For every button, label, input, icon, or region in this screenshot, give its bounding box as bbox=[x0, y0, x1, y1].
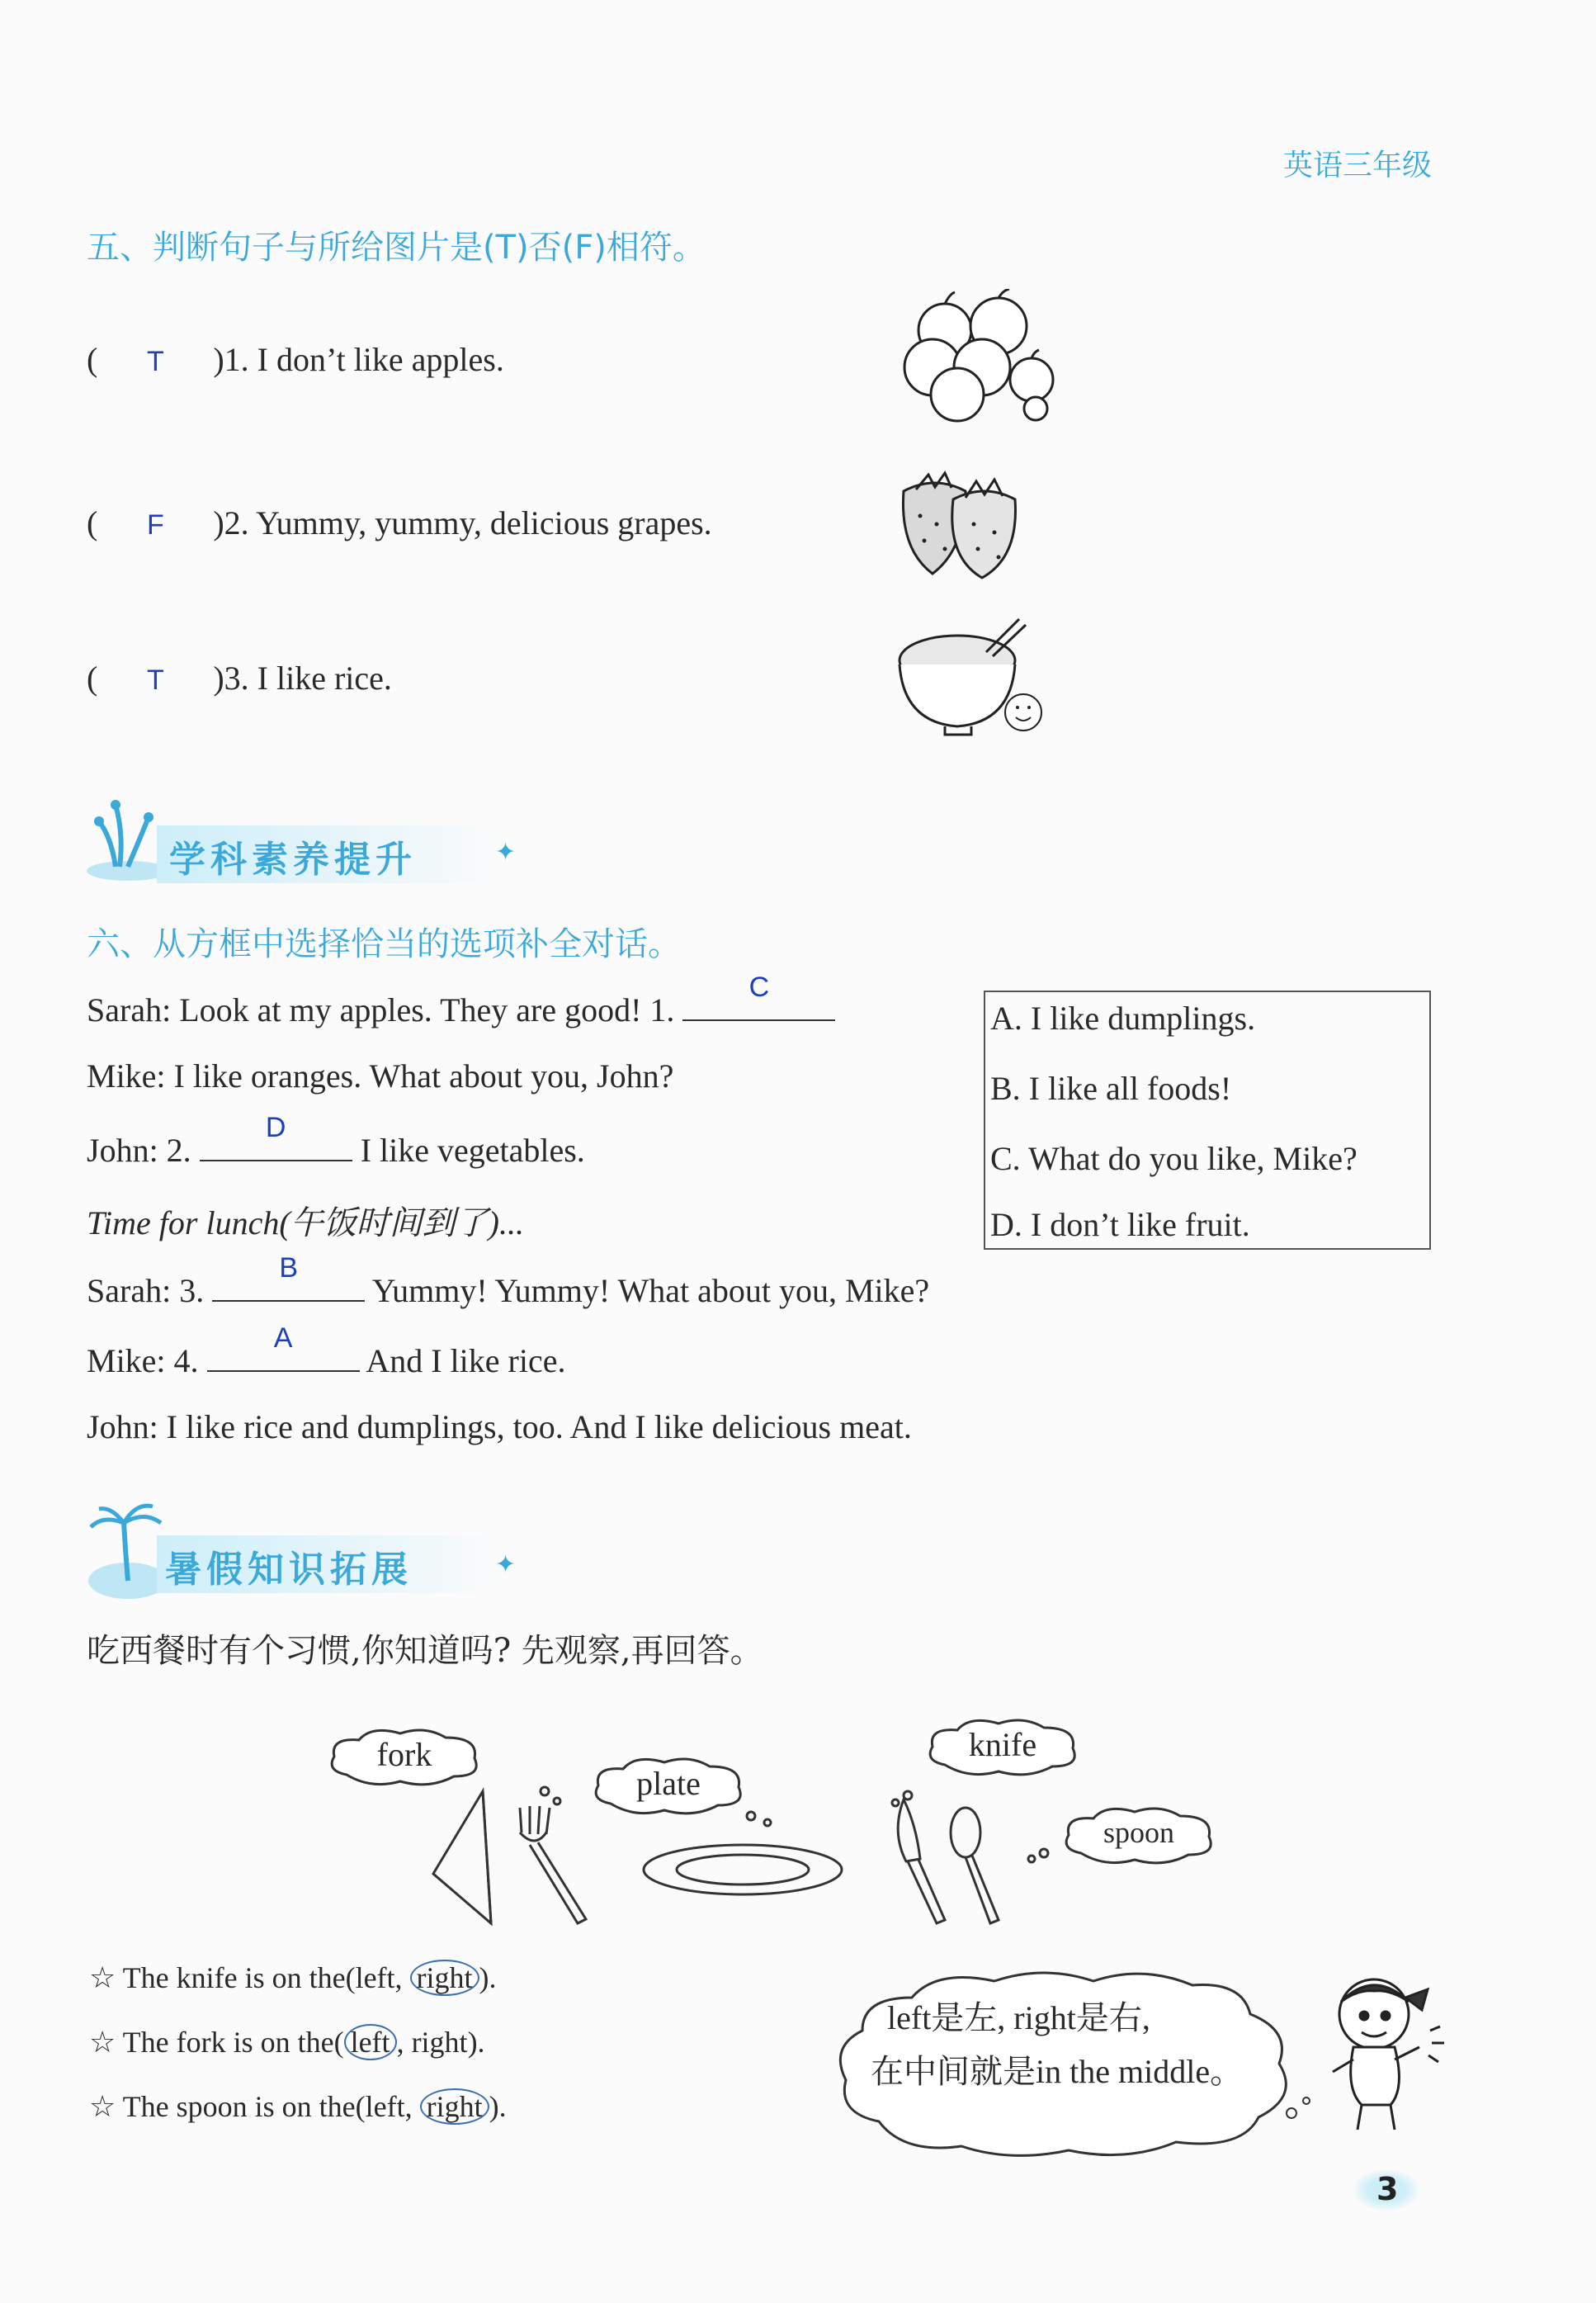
cloud-knife: knife bbox=[920, 1715, 1085, 1781]
blank-3: B bbox=[212, 1267, 365, 1302]
sparkle-icon-2: ✦ bbox=[495, 1551, 517, 1578]
section5-title: 五、判断句子与所给图片是(T)否(F)相符。 bbox=[87, 229, 706, 267]
statement-spoon: ☆ The spoon is on the(left, right ). bbox=[89, 2090, 507, 2123]
cloud-plate: plate bbox=[586, 1754, 751, 1820]
dialog-line-3: John: 2. D I like vegetables. bbox=[87, 1112, 585, 1169]
answer-2: F bbox=[146, 509, 164, 541]
option-d: D. I don’t like fruit. bbox=[990, 1206, 1250, 1243]
statement-knife: ☆ The knife is on the(left, right ). bbox=[89, 1961, 497, 1994]
apples-illustration bbox=[895, 289, 1060, 433]
s5-item-2: ( F )2. Yummy, yummy, delicious grapes. bbox=[87, 504, 712, 541]
tableware-illustration bbox=[421, 1766, 1213, 1932]
banner1-label: 学科素养提升 bbox=[169, 839, 417, 881]
section6-title: 六、从方框中选择恰当的选项补全对话。 bbox=[87, 925, 681, 963]
blank-1: C bbox=[682, 986, 835, 1021]
option-a: A. I like dumplings. bbox=[990, 1000, 1256, 1037]
circled-answer: left bbox=[344, 2024, 397, 2060]
s5-item-3: ( T )3. I like rice. bbox=[87, 660, 392, 697]
pirate-mascot-illustration bbox=[1316, 1965, 1448, 2138]
dialog-line-2: Mike: I like oranges. What about you, John? bbox=[87, 1057, 674, 1095]
blank-4: A bbox=[207, 1337, 360, 1372]
strawberries-illustration bbox=[895, 458, 1048, 582]
rice-bowl-illustration bbox=[895, 615, 1060, 739]
dialog-line-6: Mike: 4. A And I like rice. bbox=[87, 1322, 566, 1379]
dialog-line-1: Sarah: Look at my apples. They are good! 1. C bbox=[87, 986, 835, 1029]
answer-3: T bbox=[146, 664, 164, 696]
circled-answer: right bbox=[420, 2088, 489, 2125]
banner2-label: 暑假知识拓展 bbox=[165, 1549, 413, 1591]
sparkle-icon: ✦ bbox=[495, 839, 517, 866]
tip-line-1: left是左, right是右, bbox=[887, 1999, 1150, 2036]
options-box bbox=[984, 991, 1431, 1250]
dialog-line-7: John: I like rice and dumplings, too. And I like delicious meat. bbox=[87, 1408, 912, 1445]
blank-2: D bbox=[200, 1127, 352, 1161]
section7-intro: 吃西餐时有个习惯,你知道吗? 先观察,再回答。 bbox=[87, 1632, 763, 1670]
grade-label: 英语三年级 bbox=[1283, 149, 1433, 182]
dialog-line-5: Sarah: 3. B Yummy! Yummy! What about you, Mike? bbox=[87, 1252, 930, 1309]
cloud-fork: fork bbox=[322, 1725, 487, 1791]
cloud-spoon: spoon bbox=[1056, 1804, 1221, 1870]
answer-1: T bbox=[146, 346, 164, 377]
dialog-line-4: Time for lunch(午饭时间到了)... bbox=[87, 1204, 524, 1241]
option-c: C. What do you like, Mike? bbox=[990, 1140, 1358, 1177]
s5-item-1: ( T )1. I don’t like apples. bbox=[87, 341, 504, 378]
tip-line-2: 在中间就是in the middle。 bbox=[871, 2053, 1244, 2090]
option-b: B. I like all foods! bbox=[990, 1070, 1232, 1107]
circled-answer: right bbox=[410, 1960, 479, 1996]
statement-fork: ☆ The fork is on the( left , right). bbox=[89, 2026, 485, 2059]
page-number: 3 bbox=[1376, 2171, 1399, 2207]
